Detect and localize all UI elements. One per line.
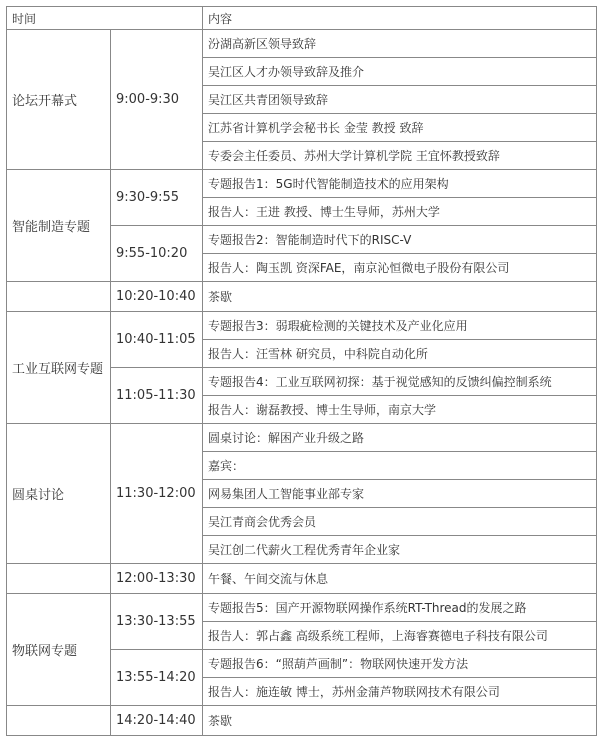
content-line: 吴江区共青团领导致辞: [203, 86, 597, 114]
agenda-body: [7, 7, 597, 736]
section-title: 工业互联网专题: [7, 312, 111, 424]
agenda-row: [7, 312, 597, 340]
content-line: 报告人：施连敏 博士，苏州金蒲芦物联网技术有限公司: [203, 678, 597, 706]
content-line: 报告人：汪雪林 研究员，中科院自动化所: [203, 340, 597, 368]
content-line: 专题报告1：5G时代智能制造技术的应用架构: [203, 170, 597, 198]
section-title: [7, 706, 111, 736]
section-title: 论坛开幕式: [7, 30, 111, 170]
content-line: 专委会主任委员、苏州大学计算机学院 王宜怀教授致辞: [203, 142, 597, 170]
content-line: 网易集团人工智能事业部专家: [203, 480, 597, 508]
section-title: [7, 564, 111, 594]
content-line: 茶歇: [203, 282, 597, 312]
content-line: 专题报告5：国产开源物联网操作系统RT-Thread的发展之路: [203, 594, 597, 622]
content-line: 吴江青商会优秀会员: [203, 508, 597, 536]
section-title: 智能制造专题: [7, 170, 111, 282]
slot-time: 11:05-11:30: [111, 368, 203, 424]
content-line: 专题报告6：“照葫芦画制”：物联网快速开发方法: [203, 650, 597, 678]
agenda-row: [7, 564, 597, 594]
slot-time: 13:55-14:20: [111, 650, 203, 706]
content-line: 报告人：谢磊教授、博士生导师，南京大学: [203, 396, 597, 424]
section-title: [7, 282, 111, 312]
slot-time: 9:30-9:55: [111, 170, 203, 226]
agenda-row: [7, 170, 597, 198]
slot-time: 11:30-12:00: [111, 424, 203, 564]
content-line: 报告人：王进 教授、博士生导师，苏州大学: [203, 198, 597, 226]
content-line: 吴江区人才办领导致辞及推介: [203, 58, 597, 86]
content-line: 江苏省计算机学会秘书长 金莹 教授 致辞: [203, 114, 597, 142]
section-title: 圆桌讨论: [7, 424, 111, 564]
content-line: 专题报告3：弱瑕疵检测的关键技术及产业化应用: [203, 312, 597, 340]
agenda-row: [7, 282, 597, 312]
agenda-row: [7, 30, 597, 58]
content-header: 内容: [203, 7, 597, 30]
content-line: 午餐、午间交流与休息: [203, 564, 597, 594]
time-header: 时间: [7, 7, 203, 30]
content-line: 报告人：陶玉凯 资深FAE，南京沁恒微电子股份有限公司: [203, 254, 597, 282]
agenda-row: [7, 706, 597, 736]
content-line: 专题报告2：智能制造时代下的RISC-V: [203, 226, 597, 254]
agenda-row: [7, 424, 597, 452]
slot-time: 10:20-10:40: [111, 282, 203, 312]
section-title: 物联网专题: [7, 594, 111, 706]
content-line: 汾湖高新区领导致辞: [203, 30, 597, 58]
slot-time: 14:20-14:40: [111, 706, 203, 736]
content-line: 嘉宾：: [203, 452, 597, 480]
slot-time: 13:30-13:55: [111, 594, 203, 650]
content-line: 茶歇: [203, 706, 597, 736]
slot-time: 9:55-10:20: [111, 226, 203, 282]
content-line: 圆桌讨论：解困产业升级之路: [203, 424, 597, 452]
header-row: [7, 7, 597, 30]
agenda-row: [7, 594, 597, 622]
content-line: 专题报告4：工业互联网初探：基于视觉感知的反馈纠偏控制系统: [203, 368, 597, 396]
content-line: 吴江创二代薪火工程优秀青年企业家: [203, 536, 597, 564]
slot-time: 12:00-13:30: [111, 564, 203, 594]
content-line: 报告人：郭占鑫 高级系统工程师，上海睿赛德电子科技有限公司: [203, 622, 597, 650]
slot-time: 9:00-9:30: [111, 30, 203, 170]
agenda-table: [6, 6, 597, 736]
slot-time: 10:40-11:05: [111, 312, 203, 368]
